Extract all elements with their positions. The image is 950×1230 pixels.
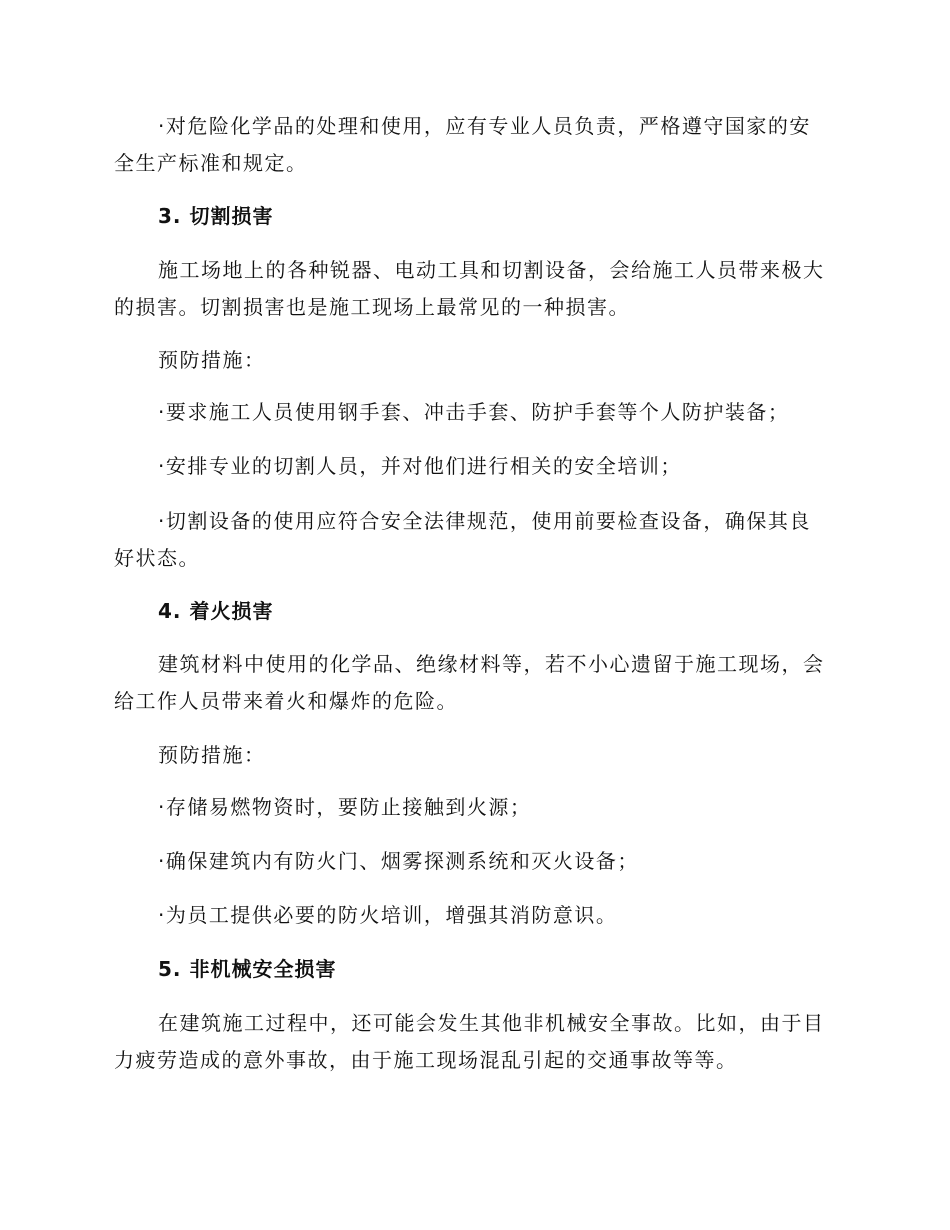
bullet-fire-training: ·为员工提供必要的防火培训，增强其消防意识。: [158, 903, 618, 927]
bullet-fire-equipment: ·确保建筑内有防火门、烟雾探测系统和灭火设备；: [158, 849, 639, 873]
bullet-flammable-storage: ·存储易燃物资时，要防止接触到火源；: [158, 795, 532, 819]
bullet-protective-gloves: ·要求施工人员使用钢手套、冲击手套、防护手套等个人防护装备；: [158, 400, 790, 424]
section-heading-non-mechanical: 5. 非机械安全损害: [158, 957, 337, 981]
bullet-cutting-equipment: ·切割设备的使用应符合安全法律规范，使用前要检查设备，确保其良好状态。: [114, 509, 811, 570]
paragraph-non-mechanical: 在建筑施工过程中，还可能会发生其他非机械安全事故。比如，由于目力疲劳造成的意外事故，由于施工现场混乱引起的交通事故等等。: [114, 1011, 825, 1072]
bullet-hazardous-chemicals: ·对危险化学品的处理和使用，应有专业人员负责，严格遵守国家的安全生产标准和规定。: [114, 114, 811, 175]
section-heading-fire-damage: 4. 着火损害: [158, 599, 274, 623]
label-prevention-measures: 预防措施：: [158, 348, 266, 372]
section-heading-cutting-damage: 3. 切割损害: [158, 204, 274, 228]
bullet-cutting-training: ·安排专业的切割人员，并对他们进行相关的安全培训；: [158, 454, 682, 478]
paragraph-cutting-intro: 施工场地上的各种锐器、电动工具和切割设备，会给施工人员带来极大的损害。切割损害也是施工现场上最常见的一种损害。: [114, 258, 825, 319]
label-prevention-measures-2: 预防措施：: [158, 743, 266, 767]
paragraph-fire-intro: 建筑材料中使用的化学品、绝缘材料等，若不小心遗留于施工现场，会给工作人员带来着火和爆炸的危险。: [114, 652, 825, 713]
